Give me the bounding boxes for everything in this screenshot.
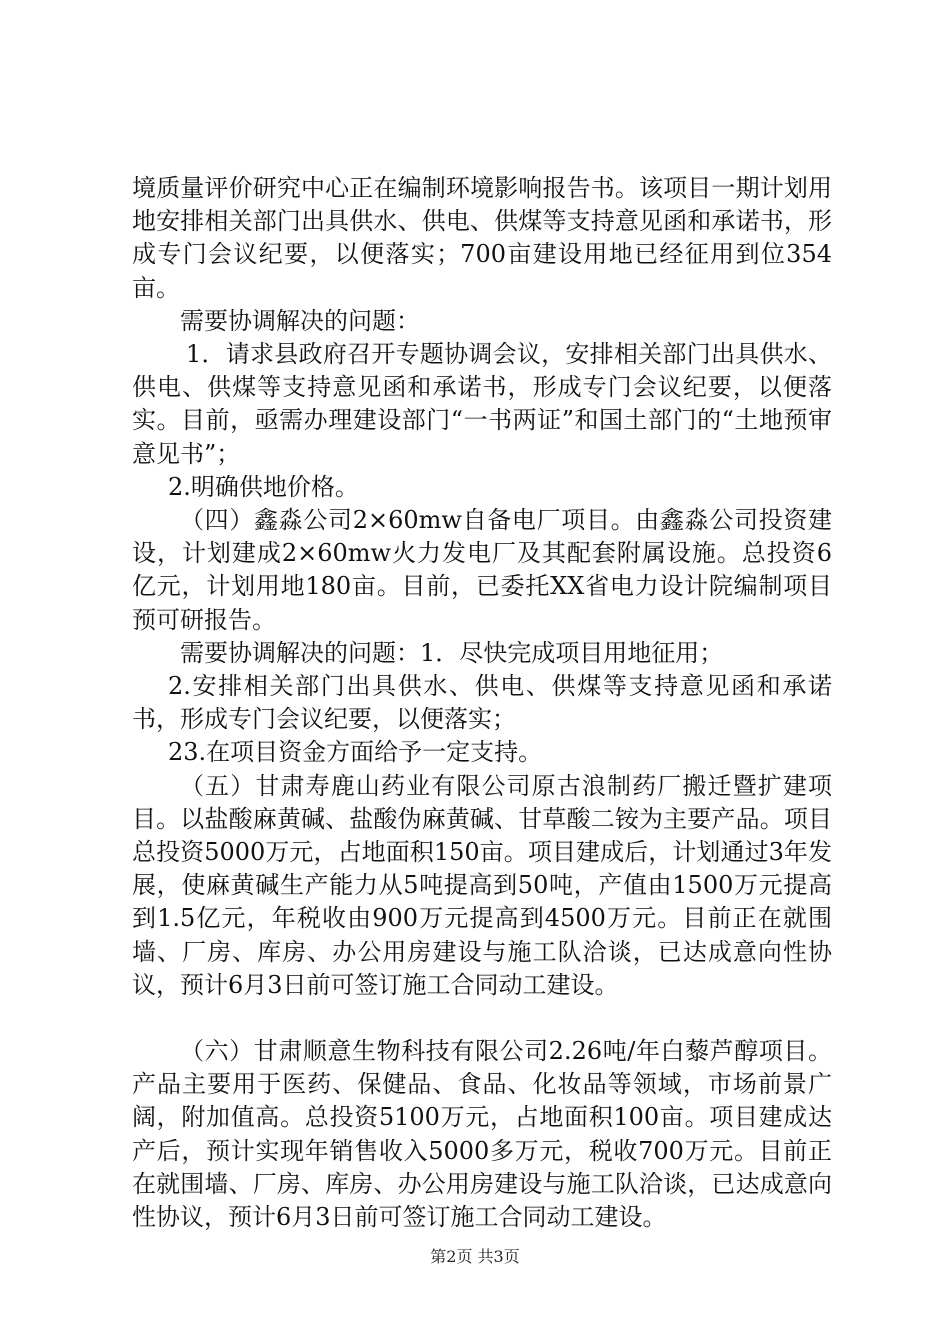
page-footer: 第2页 共3页 <box>430 1247 520 1266</box>
paragraph-project-6: （六）甘肃顺意生物科技有限公司2.26吨/年白藜芦醇项目。产品主要用于医药、保健品、食品、化妆品等领域，市场前景广阔，附加值高。总投资5100万元，占地面积100亩。项目建成达产后，预计实现年销售收入5000多万元，税收700万元。目前正在就围墙、厂房、库房、办公用房建设与施工队洽谈，已达成意向性协议，预计6月3日前可签订施工合同动工建设。 <box>132 1037 832 1232</box>
paragraph-project-4-issues: 需要协调解决的问题：1．尽快完成项目用地征用； <box>180 638 724 667</box>
paragraph-project-4: （四）鑫淼公司2×60mw自备电厂项目。由鑫淼公司投资建设，计划建成2×60mw火力发电厂及其配套附属设施。总投资6亿元，计划用地180亩。目前，已委托XX省电力设计院编制项目预可研报告。 <box>132 506 832 634</box>
paragraph-project-4-issue-3: 23.在项目资金方面给予一定支持。 <box>168 738 543 767</box>
paragraph-continuation: 境质量评价研究中心正在编制环境影响报告书。该项目一期计划用地安排相关部门出具供水、供电、供煤等支持意见函和承诺书，形成专门会议纪要，以便落实；700亩建设用地已经征用到位354亩。 <box>132 174 832 302</box>
paragraph-project-5: （五）甘肃寿鹿山药业有限公司原古浪制药厂搬迁暨扩建项目。以盐酸麻黄碱、盐酸伪麻黄碱、甘草酸二铵为主要产品。项目总投资5000万元，占地面积150亩。项目建成后，计划通过3年发展，使麻黄碱生产能力从5吨提高到50吨，产值由1500万元提高到1.5亿元，年税收由900万元提高到4500万元。目前正在就围墙、厂房、库房、办公用房建设与施工队洽谈，已达成意向性协议，预计6月3日前可签订施工合同动工建设。 <box>132 771 832 999</box>
paragraph-project-4-issue-2: 2.安排相关部门出具供水、供电、供煤等支持意见函和承诺书，形成专门会议纪要，以便落实； <box>132 672 832 734</box>
paragraph-issues-heading: 需要协调解决的问题： <box>180 306 420 335</box>
paragraph-issue-1: 1．请求县政府召开专题协调会议，安排相关部门出具供水、供电、供煤等支持意见函和承诺书，形成专门会议纪要，以便落实。目前，亟需办理建设部门“一书两证”和国土部门的“土地预审意见书”； <box>132 340 832 468</box>
paragraph-gap <box>132 1002 832 1035</box>
paragraph-issue-2: 2.明确供地价格。 <box>168 472 359 501</box>
document-body <box>132 172 832 1234</box>
